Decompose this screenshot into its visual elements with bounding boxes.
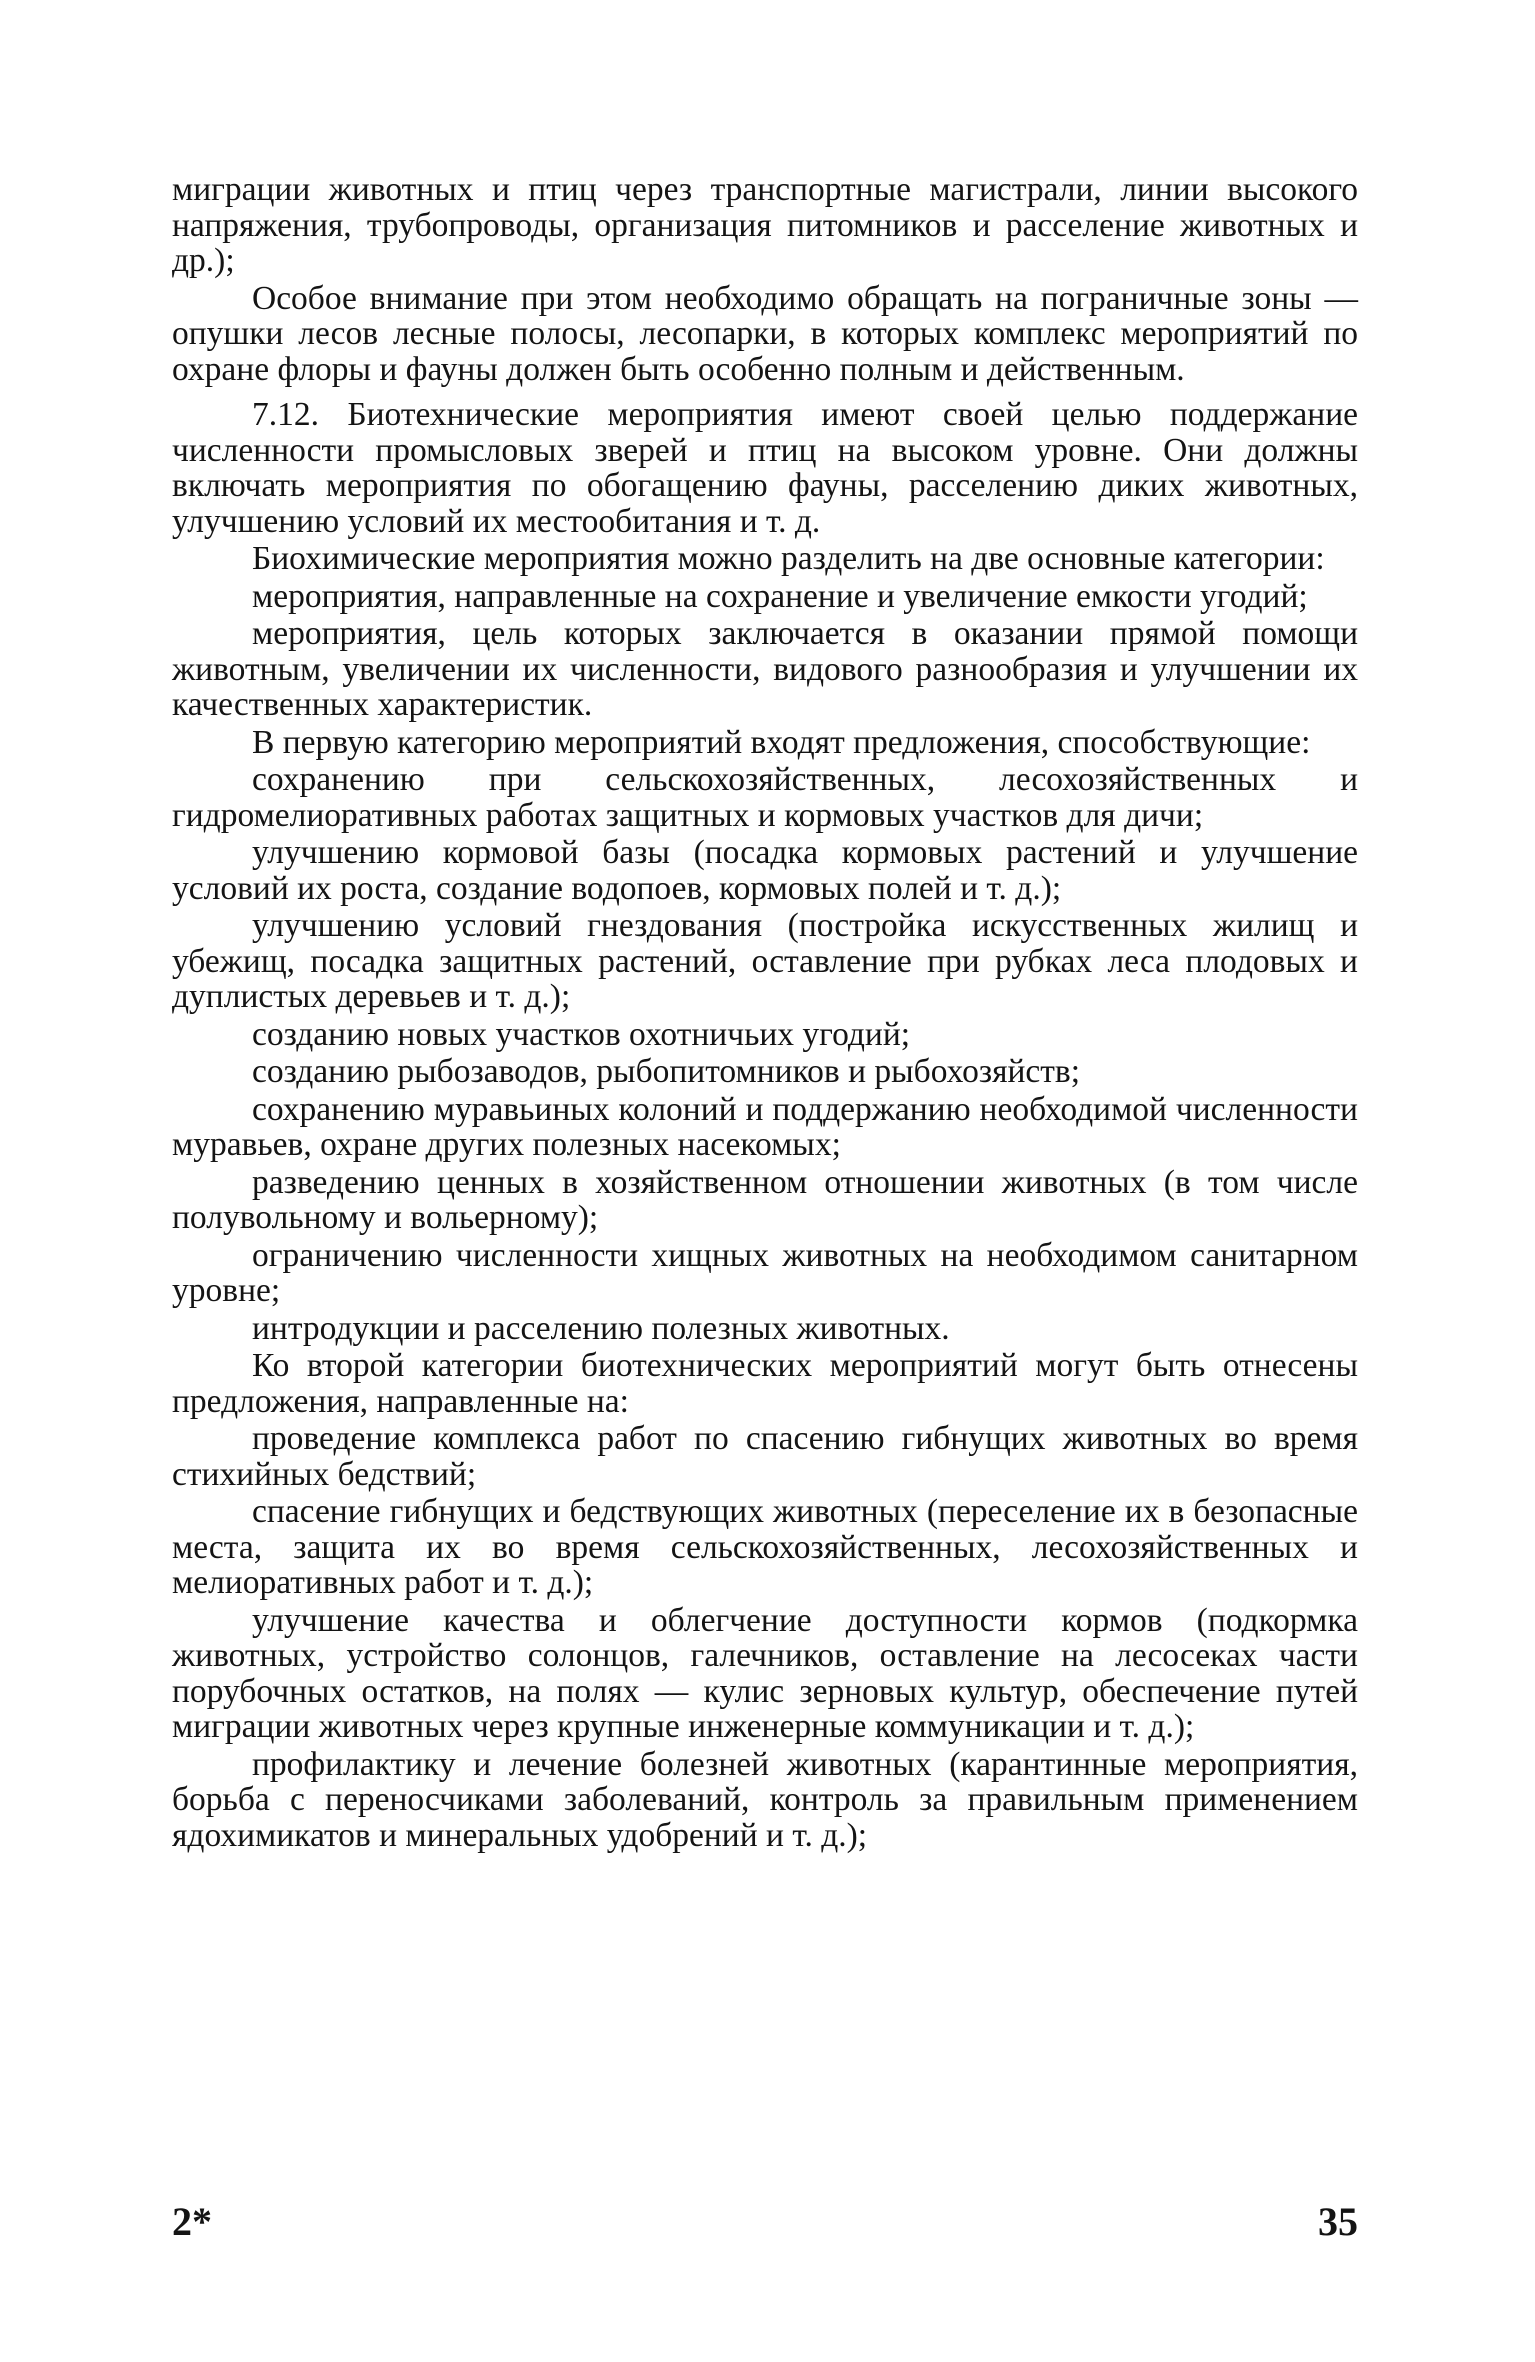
signature-mark: 2*	[172, 2199, 212, 2244]
paragraph: Ко второй категории биотехнических мероприятий могут быть отнесены предложения, направленные на:	[172, 1347, 1358, 1420]
page-body	[172, 172, 1358, 1855]
paragraph: улучшению условий гнездования (постройка искусственных жилищ и убежищ, посадка защитных растений, оставление при рубках леса плодовых и дуплистых деревьев и т. д.);	[172, 907, 1358, 1015]
paragraph: улучшению кормовой базы (посадка кормовых растений и улучшение условий их роста, создание водопоев, кормовых полей и т. д.);	[172, 834, 1358, 907]
paragraph: улучшение качества и облегчение доступности кормов (подкормка животных, устройство солонцов, галечников, оставление на лесосеках части порубочных остатков, на полях — кулис зерновых культур, обеспечение путей миграции животных через крупные инженерные коммуникации и т. д.);	[172, 1601, 1358, 1745]
paragraph: миграции животных и птиц через транспортные магистрали, линии высокого напряжения, трубопроводы, организация питомников и расселение животных и др.);	[172, 171, 1358, 279]
paragraph: мероприятия, цель которых заключается в оказании прямой помощи животным, увеличении их численности, видового разнообразия и улучшении их качественных характеристик.	[172, 615, 1358, 723]
paragraph: мероприятия, направленные на сохранение и увеличение емкости угодий;	[252, 577, 1308, 615]
paragraph: созданию новых участков охотничьих угодий;	[252, 1015, 911, 1053]
paragraph: спасение гибнущих и бедствующих животных (переселение их в безопасные места, защита их во время сельскохозяйственных, лесохозяйственных и мелиоративных работ и т. д.);	[172, 1493, 1358, 1601]
paragraph: сохранению муравьиных колоний и поддержанию необходимой численности муравьев, охране других полезных насекомых;	[172, 1090, 1358, 1163]
paragraph: разведению ценных в хозяйственном отношении животных (в том числе полувольному и вольерному);	[172, 1163, 1358, 1236]
paragraph: ограничению численности хищных животных на необходимом санитарном уровне;	[172, 1236, 1358, 1309]
paragraph: 7.12. Биотехнические мероприятия имеют своей целью поддержание численности промысловых зверей и птиц на высоком уровне. Они должны включать мероприятия по обогащению фауны, расселению диких животных, улучшению условий их местообитания и т. д.	[172, 396, 1358, 540]
paragraph: Биохимические мероприятия можно разделить на две основные категории:	[252, 540, 1325, 577]
page-number: 35	[1318, 2199, 1358, 2244]
paragraph: проведение комплекса работ по спасению гибнущих животных во время стихийных бедствий;	[172, 1420, 1358, 1493]
page-footer	[172, 2198, 1358, 2248]
paragraph: сохранению при сельскохозяйственных, лесохозяйственных и гидромелиоративных работах защитных и кормовых участков для дичи;	[172, 761, 1358, 834]
paragraph: профилактику и лечение болезней животных (карантинные мероприятия, борьба с переносчиками заболеваний, контроль за правильным применением ядохимикатов и минеральных удобрений и т. д.);	[172, 1745, 1358, 1854]
paragraph: созданию рыбозаводов, рыбопитомников и рыбохозяйств;	[252, 1053, 1081, 1090]
paragraph: интродукции и расселению полезных животных.	[252, 1309, 950, 1347]
paragraph: Особое внимание при этом необходимо обращать на пограничные зоны — опушки лесов лесные полосы, лесопарки, в которых комплекс мероприятий по охране флоры и фауны должен быть особенно полным и действенным.	[172, 279, 1358, 388]
paragraph: В первую категорию мероприятий входят предложения, способствующие:	[252, 723, 1311, 761]
